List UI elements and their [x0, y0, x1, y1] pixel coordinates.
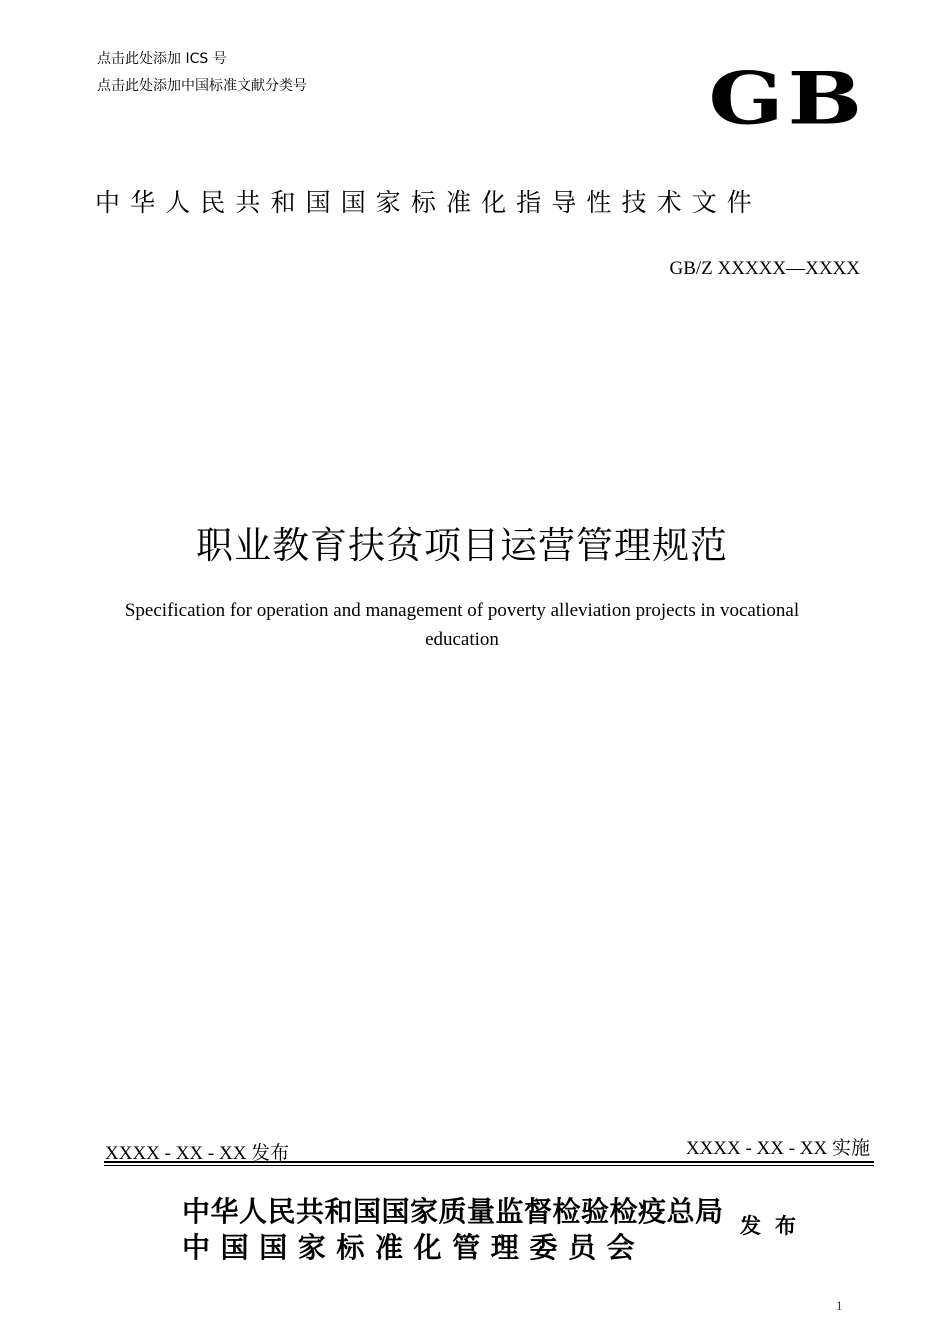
page-number: 1	[836, 1298, 843, 1313]
standard-number: GB/Z XXXXX—XXXX	[669, 258, 860, 279]
title-english: Specification for operation and management of poverty alleviation projects in vocational education	[124, 600, 800, 650]
ccs-placeholder[interactable]: 点击此处添加中国标准文献分类号	[97, 78, 307, 94]
publish-label: 发布	[740, 1214, 810, 1238]
gb-logo: GB	[708, 55, 866, 141]
publisher-aqsiq: 中华人民共和国国家质量监督检验检疫总局	[182, 1195, 724, 1228]
divider-line-thin	[104, 1165, 874, 1166]
ics-placeholder[interactable]: 点击此处添加 ICS 号	[97, 51, 227, 67]
title-chinese: 职业教育扶贫项目运营管理规范	[196, 524, 728, 567]
document-type-line: 中华人民共和国国家标准化指导性技术文件	[95, 188, 762, 217]
publisher-sac: 中国国家标准化管理委员会	[182, 1231, 646, 1264]
divider-line	[104, 1161, 874, 1163]
issue-date: XXXX - XX - XX 发布	[105, 1143, 290, 1164]
implementation-date: XXXX - XX - XX 实施	[685, 1138, 870, 1159]
